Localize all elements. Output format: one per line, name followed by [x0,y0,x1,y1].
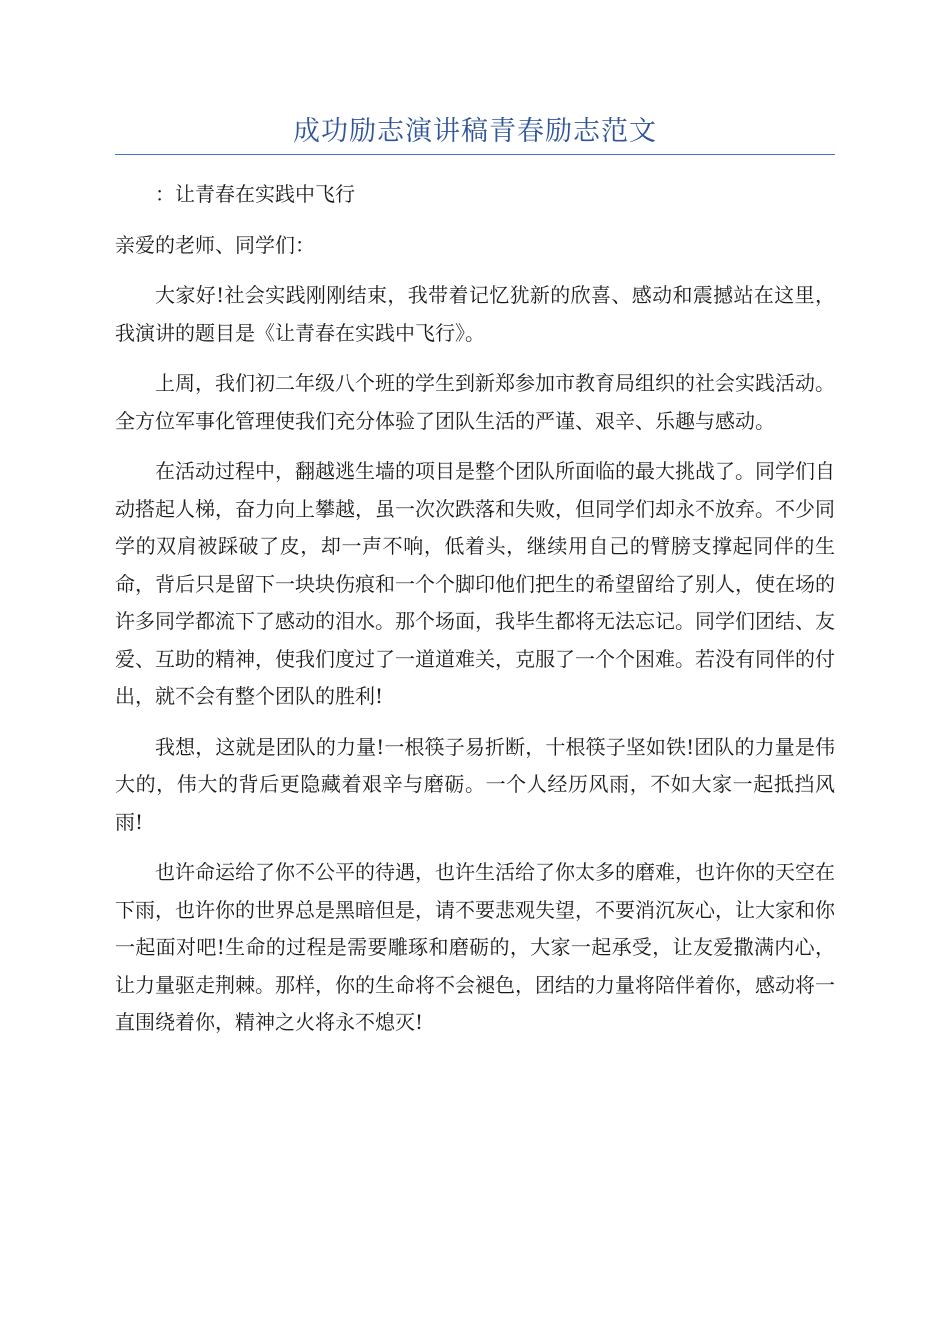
title-underline [115,154,835,155]
document-title: 成功励志演讲稿青春励志范文 [293,116,657,147]
salutation: 亲爱的老师、同学们： [115,232,315,257]
paragraph-3: 在活动过程中，翻越逃生墙的项目是整个团队所面临的最大挑战了。同学们自动搭起人梯，奋力向上攀越，虽一次次跌落和失败，但同学们却永不放弃。不少同学的双肩被踩破了皮，却一声不响，低着头，继续用自己的臂膀支撑起同伴的生命，背后只是留下一块块伤痕和一个个脚印他们把生的希望留给了别人，使在场的许多同学都流下了感动的泪水。那个场面，我毕生都将无法忘记。同学们团结、友爱、互助的精神，使我们度过了一道道难关，克服了一个个困难。若没有同伴的付出，就不会有整个团队的胜利! [115,459,835,708]
paragraph-4: 我想，这就是团队的力量!一根筷子易折断，十根筷子坚如铁!团队的力量是伟大的，伟大的背后更隐藏着艰辛与磨砺。一个人经历风雨，不如大家一起抵挡风雨! [115,734,835,834]
paragraph-2: 上周，我们初二年级八个班的学生到新郑参加市教育局组织的社会实践活动。全方位军事化管理使我们充分体验了团队生活的严谨、艰辛、乐趣与感动。 [115,371,835,433]
document-subtitle: ：让青春在实践中飞行 [155,182,355,206]
document-body [115,176,835,1055]
paragraph-1: 大家好!社会实践刚刚结束，我带着记忆犹新的欣喜、感动和震撼站在这里，我演讲的题目是《让青春在实践中飞行》。 [115,283,835,345]
paragraph-5: 也许命运给了你不公平的待遇，也许生活给了你太多的磨难，也许你的天空在下雨，也许你的世界总是黑暗但是，请不要悲观失望，不要消沉灰心，让大家和你一起面对吧!生命的过程是需要雕琢和磨砺的，大家一起承受，让友爱撒满内心，让力量驱走荆棘。那样，你的生命将不会褪色，团结的力量将陪伴着你，感动将一直围绕着你，精神之火将永不熄灭! [115,860,835,1034]
